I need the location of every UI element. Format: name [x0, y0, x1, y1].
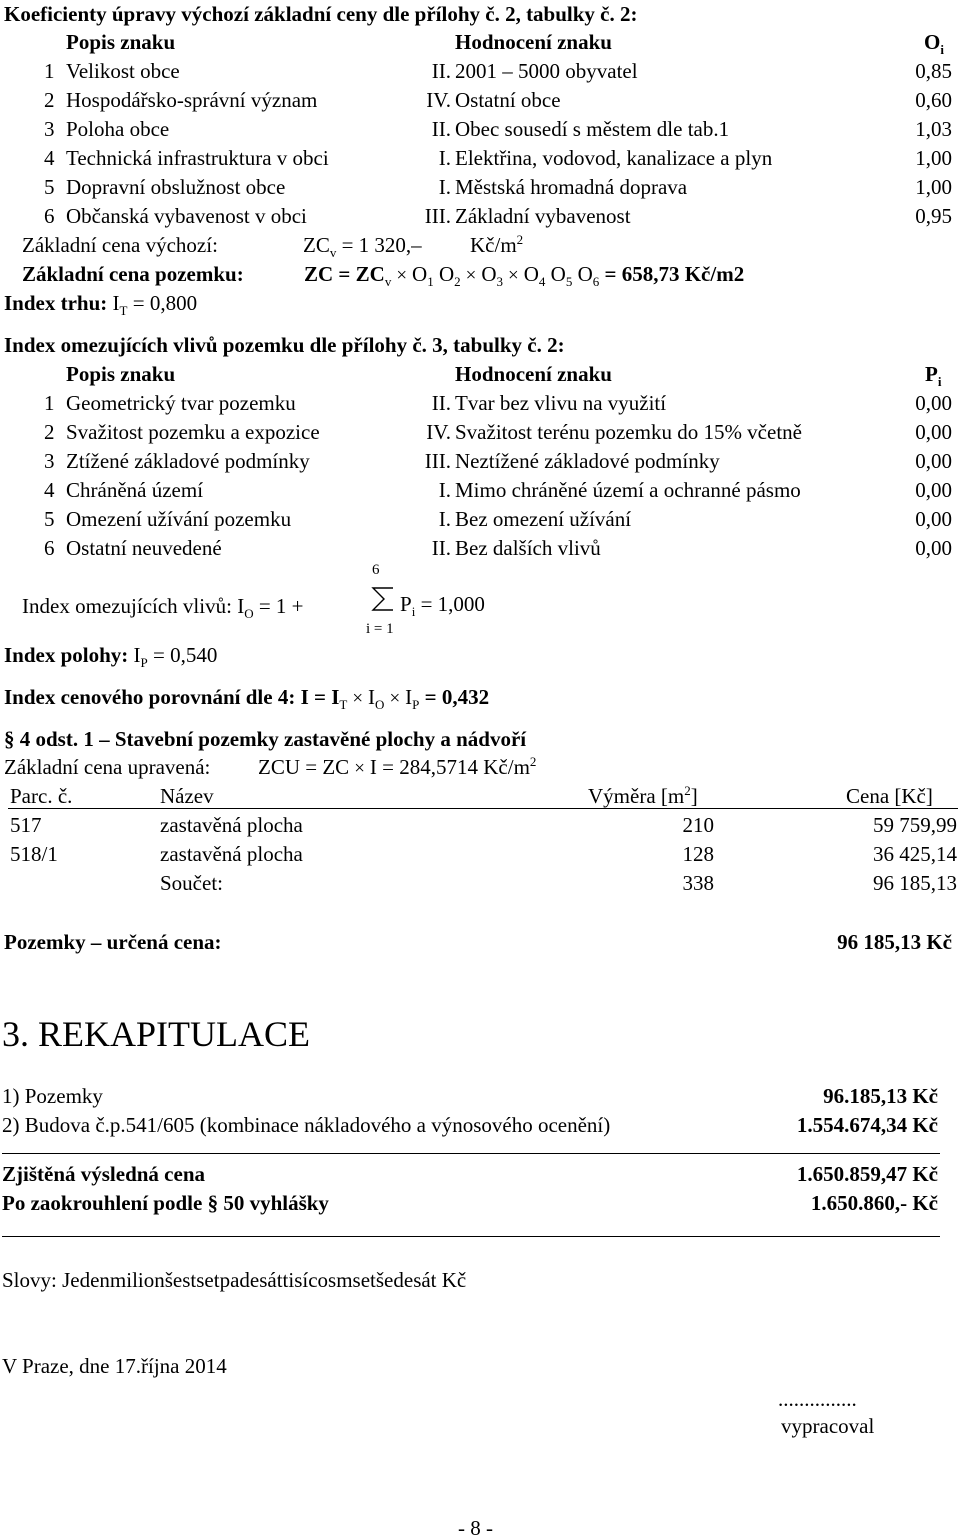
limit-row-hodnoceni: Mimo chráněné území a ochranné pásmo [455, 478, 801, 502]
it-label: Index trhu: [4, 291, 113, 315]
zc-label: Základní cena pozemku: [22, 262, 244, 286]
factor-letter: O [412, 262, 428, 286]
rekap-item-label: 2) Budova č.p.541/605 (kombinace nákladového a výnosového ocenění) [2, 1113, 611, 1137]
rekap-item [0, 1115, 960, 1141]
factor-letter: O [481, 262, 497, 286]
factor-letter: O [577, 262, 593, 286]
zcv-line [22, 232, 524, 261]
pozemky-total-value: 96 185,13 Kč [837, 930, 952, 954]
factor-sub: 3 [496, 274, 504, 290]
limit-row-level: IV. [426, 420, 451, 444]
page-number: - 8 - [458, 1516, 493, 1540]
coef-heading: Koeficienty úpravy výchozí základní ceny dle přílohy č. 2, tabulky č. 2: [4, 2, 638, 26]
rekap-round-label: Po zaokrouhlení podle § 50 vyhlášky [2, 1191, 329, 1215]
coef-row-hodnoceni: Základní vybavenost [455, 204, 631, 228]
coef-row-number: 1 [44, 59, 55, 83]
coef-row-value: 1,00 [915, 175, 952, 199]
coef-row [0, 177, 960, 203]
limit-row-popis: Svažitost pozemku a expozice [66, 420, 320, 444]
coef-row-level: I. [438, 175, 451, 199]
factor-letter: O [523, 262, 539, 286]
signature-label: vypracoval [781, 1414, 875, 1438]
zcv-label: Základní cena výchozí: [22, 233, 218, 257]
rekap-round-value: 1.650.860,- Kč [810, 1191, 938, 1215]
ip-line: Index polohy: $I_P = 0,540$ [4, 643, 218, 671]
coef-row [0, 119, 960, 145]
factor-sub: 4 [538, 274, 546, 290]
zc-formula: ZC = $ZC_v \times O_1$ $O_2 \times O_3 \times O_4$ $O_5$ $O_6 = 658,73$ Kč/m2 [304, 262, 745, 290]
coef-row-level: II. [431, 59, 451, 83]
parcel-sum-vymera: 338 [682, 871, 714, 895]
parcel-col-nazev: Název [160, 784, 214, 808]
rekap-item [0, 1086, 960, 1112]
limits-header-row [0, 364, 960, 390]
coef-col-popis: Popis znaku [66, 30, 176, 54]
zcv-unit: $Kč/m^2$ [470, 232, 524, 257]
coef-row-popis: Dopravní obslužnost obce [66, 175, 286, 199]
limit-row-number: 1 [44, 391, 55, 415]
rekap-item-label: 1) Pozemky [2, 1084, 103, 1108]
zcu-line: Základní cena upravená: ZCU = ZC × I = 284,5714 $Kč/m^2$ [4, 754, 537, 779]
limit-row-popis: Geometrický tvar pozemku [66, 391, 296, 415]
paragraph-icon: § [4, 727, 15, 751]
parcel-area: 210 [682, 813, 714, 837]
coef-row-popis: Technická infrastruktura v obci [66, 146, 329, 170]
coef-col-o: $O_i$ [924, 30, 944, 58]
parcel-price: 59 759,99 [873, 813, 957, 837]
limit-row [0, 480, 960, 506]
coef-row-popis: Občanská vybavenost v obci [66, 204, 307, 228]
parcel-name: zastavěná plocha [160, 842, 303, 866]
coef-row [0, 90, 960, 116]
coef-row-hodnoceni: Ostatní obce [455, 88, 561, 112]
limit-row-hodnoceni: Bez omezení užívání [455, 507, 632, 531]
limit-row-level: I. [438, 507, 451, 531]
sum-upper-bound: 6 [372, 562, 380, 578]
parcel-col-parc: Parc. č. [10, 784, 73, 808]
ip-symbol: $I_P = 0,540$ [133, 643, 218, 671]
limit-row-popis: Ostatní neuvedené [66, 536, 222, 560]
factor-sub: 5 [565, 274, 573, 290]
coef-row-level: III. [424, 204, 451, 228]
coef-row-number: 2 [44, 88, 55, 112]
rekap-result-row [0, 1164, 960, 1190]
coef-row-hodnoceni: Městská hromadná doprava [455, 175, 688, 199]
rekap-item-value: 1.554.674,34 Kč [796, 1113, 938, 1137]
coef-row-number: 6 [44, 204, 55, 228]
coef-row-hodnoceni: Elektřina, vodovod, kanalizace a plyn [455, 146, 773, 170]
rekap-bottom-divider [2, 1236, 940, 1237]
limit-row [0, 451, 960, 477]
limit-row [0, 393, 960, 419]
coef-row-hodnoceni: 2001 – 5000 obyvatel [455, 59, 638, 83]
io-label: Index omezujících vlivů: I [22, 594, 245, 618]
parcel-row [0, 844, 960, 870]
io-line: Index omezujících vlivů: $I_O = 1$ + [22, 594, 304, 622]
limit-row [0, 422, 960, 448]
limit-row-popis: Omezení užívání pozemku [66, 507, 292, 531]
sum-lower-bound: i = 1 [366, 621, 394, 637]
coef-row-popis: Poloha obce [66, 117, 170, 141]
limit-row-number: 5 [44, 507, 55, 531]
limit-row-level: II. [431, 536, 451, 560]
limit-row-hodnoceni: Bez dalších vlivů [455, 536, 601, 560]
rekap-divider [2, 1153, 940, 1154]
factor-letter: O [550, 262, 566, 286]
coef-row-value: 1,03 [915, 117, 952, 141]
limits-heading: Index omezujících vlivů pozemku dle přílohy č. 3, tabulky č. 2: [4, 333, 565, 357]
parcel-area: 128 [682, 842, 714, 866]
limit-row-number: 4 [44, 478, 55, 502]
limit-row-value: 0,00 [915, 507, 952, 531]
coef-row-value: 0,60 [915, 88, 952, 112]
coef-row [0, 206, 960, 232]
limits-col-p: $P_i$ [925, 362, 942, 390]
limit-row [0, 509, 960, 535]
pozemky-total-label: Pozemky – určená cena: [4, 930, 222, 954]
limit-row-hodnoceni: Svažitost terénu pozemku do 15% včetně [455, 420, 802, 444]
rekap-item-value: 96.185,13 Kč [823, 1084, 938, 1108]
sigma-icon [371, 586, 395, 612]
parcel-col-vymera: Výměra $[m^2]$ [588, 783, 698, 808]
factor-sub: 6 [592, 274, 600, 290]
rekap-round-row [0, 1193, 960, 1219]
coef-row-number: 5 [44, 175, 55, 199]
ic-line: Index cenového porovnání dle 4: $I = I_T \times I_O \times I_P = 0,432$ [4, 685, 490, 713]
parcel-row [0, 815, 960, 841]
parcel-sum-row [0, 873, 960, 899]
parcel-price: 36 425,14 [873, 842, 957, 866]
limit-row-value: 0,00 [915, 536, 952, 560]
coef-row-number: 3 [44, 117, 55, 141]
rekap-result-label: Zjištěná výsledná cena [2, 1162, 206, 1186]
io-sum-term: $P_i = 1,000$ [400, 592, 485, 620]
signature-line: ............... [778, 1387, 857, 1411]
rekap-result-value: 1.650.859,47 Kč [796, 1162, 938, 1186]
limit-row-hodnoceni: Tvar bez vlivu na využití [455, 391, 667, 415]
limit-row-number: 6 [44, 536, 55, 560]
it-symbol: $I_T = 0,800$ [112, 291, 198, 319]
factor-letter: O [438, 262, 455, 286]
limit-row-popis: Chráněná území [66, 478, 204, 502]
coef-row [0, 148, 960, 174]
parcel-col-cena: Cena [Kč] [846, 784, 933, 808]
limit-row-value: 0,00 [915, 478, 952, 502]
coef-header-row [0, 32, 960, 58]
coef-row-value: 1,00 [915, 146, 952, 170]
coef-col-hodnoceni: Hodnocení znaku [455, 30, 612, 54]
coef-row-number: 4 [44, 146, 55, 170]
coef-row-value: 0,95 [915, 204, 952, 228]
parcel-header-divider [8, 808, 958, 809]
limit-row-level: I. [438, 478, 451, 502]
zc-line [22, 262, 745, 290]
times-icon: × [465, 265, 477, 286]
parcel-sum-label: Součet: [160, 871, 223, 895]
parcel-number: 517 [10, 813, 42, 837]
zcv-symbol: $ZC_v = 1$ 320,– [303, 233, 422, 261]
coef-row-level: I. [438, 146, 451, 170]
limit-row-number: 2 [44, 420, 55, 444]
limit-row-number: 3 [44, 449, 55, 473]
zcu-formula: ZCU = ZC × I = 284,5714 $Kč/m^2$ [258, 754, 537, 779]
limit-row-level: II. [431, 391, 451, 415]
coef-row-hodnoceni: Obec sousedí s městem dle tab.1 [455, 117, 730, 141]
limit-row-hodnoceni: Neztížené základové podmínky [455, 449, 720, 473]
times-icon: × [508, 265, 519, 286]
paragraph-icon: § [207, 1191, 219, 1215]
limits-col-popis: Popis znaku [66, 362, 176, 386]
times-icon: × [396, 265, 408, 286]
parcel-sum-cena: 96 185,13 [873, 871, 957, 895]
place-date: V Praze, dne 17.října 2014 [2, 1354, 227, 1378]
pozemky-total-row [0, 932, 960, 958]
amount-in-words: Slovy: Jedenmilionšestsetpadesáttisícosmsetšedesát Kč [2, 1268, 467, 1292]
limit-row [0, 538, 960, 564]
limits-col-hodnoceni: Hodnocení znaku [455, 362, 612, 386]
coef-row [0, 61, 960, 87]
coef-row-popis: Hospodářsko-správní význam [66, 88, 318, 112]
limit-row-level: III. [424, 449, 451, 473]
factor-sub: 1 [427, 274, 434, 290]
it-line [4, 291, 198, 319]
rekap-title: 3. REKAPITULACE [2, 1014, 310, 1054]
coef-row-level: IV. [426, 88, 451, 112]
limit-row-value: 0,00 [915, 420, 952, 444]
coef-row-popis: Velikost obce [66, 59, 180, 83]
parcel-number: 518/1 [10, 842, 58, 866]
parcel-name: zastavěná plocha [160, 813, 303, 837]
coef-row-level: II. [431, 117, 451, 141]
factor-sub: 2 [454, 274, 461, 290]
stavebni-heading: § 4 odst. 1 – Stavební pozemky zastavěné plochy a nádvoří [4, 727, 527, 751]
coef-row-value: 0,85 [915, 59, 952, 83]
limit-row-popis: Ztížené základové podmínky [66, 449, 310, 473]
limit-row-value: 0,00 [915, 391, 952, 415]
limit-row-value: 0,00 [915, 449, 952, 473]
